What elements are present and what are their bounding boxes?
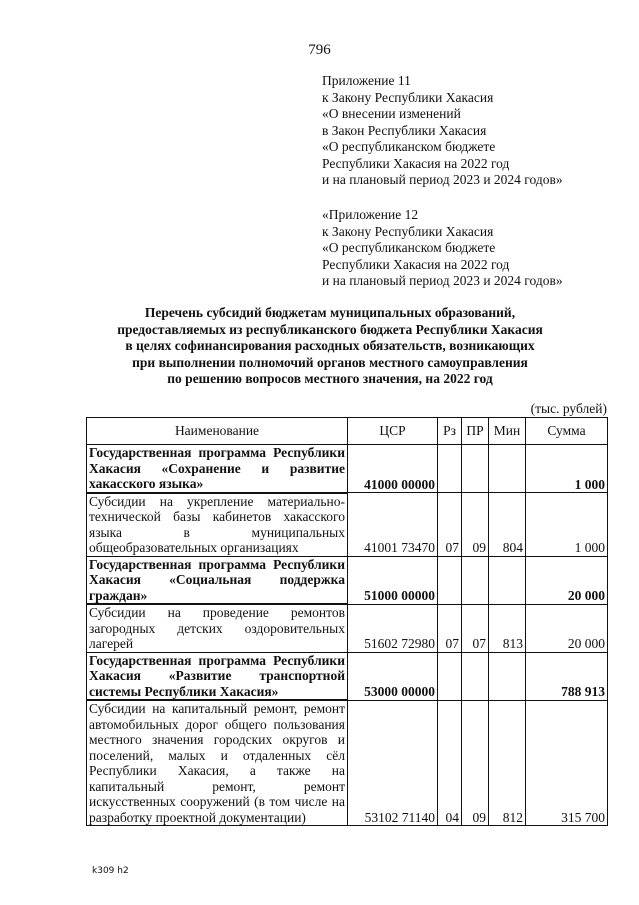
subsidy-row <box>87 700 608 826</box>
cell-sum: 788 913 <box>526 652 608 700</box>
title-line: по решению вопросов местного значения, на 2022 год <box>167 371 493 386</box>
cell-pr: 09 <box>462 700 489 826</box>
cell-name: Государственная программа Республики Хакасия «Сохранение и развитие хакасского языка» <box>87 445 348 493</box>
units-label: (тыс. рублей) <box>530 401 607 416</box>
appendix-line: «О республиканском бюджете <box>322 139 496 154</box>
cell-csr: 51000 00000 <box>348 556 438 604</box>
program-row <box>87 556 608 604</box>
cell-rz <box>438 652 462 700</box>
subsidy-row <box>87 604 608 652</box>
cell-sum: 1 000 <box>526 493 608 557</box>
cell-csr: 41001 73470 <box>348 493 438 557</box>
cell-rz: 07 <box>438 604 462 652</box>
title-line: предоставляемых из республиканского бюджета Республики Хакасия <box>117 321 543 337</box>
cell-sum: 20 000 <box>526 604 608 652</box>
cell-min: 804 <box>489 493 526 557</box>
cell-rz: 07 <box>438 493 462 557</box>
cell-name: Субсидии на проведение ремонтов загородных детских оздоровительных лагерей <box>87 604 348 652</box>
header-min: Мин <box>489 418 526 445</box>
header-pr: ПР <box>462 418 489 445</box>
title-line: в целях софинансирования расходных обязательств, возникающих <box>125 338 535 353</box>
footer-code: k309 h2 <box>92 866 129 876</box>
appendix-line: Республики Хакасия на 2022 год <box>322 256 510 272</box>
cell-pr <box>462 445 489 493</box>
appendix-line: «Приложение 12 <box>322 207 419 222</box>
header-rz: Рз <box>438 418 462 445</box>
program-row <box>87 445 608 493</box>
cell-pr <box>462 652 489 700</box>
header-csr: ЦСР <box>348 418 438 445</box>
cell-min <box>489 556 526 604</box>
subsidy-row <box>87 493 608 557</box>
title-line: Перечень субсидий бюджетам муниципальных образований, <box>144 305 516 320</box>
table-header-row <box>87 418 608 445</box>
cell-name: Субсидии на капитальный ремонт, ремонт автомобильных дорог общего пользования местного значения городских округов и поселений, малых и отдаленных сёл Республики Хакасия, а также на капитальный ремонт, ремонт искусственных сооружений (в том числе на разработку проектной документации) <box>87 700 348 826</box>
cell-min <box>489 445 526 493</box>
cell-rz <box>438 445 462 493</box>
cell-pr: 09 <box>462 493 489 557</box>
appendix-line: «О внесении изменений <box>322 106 461 121</box>
cell-min <box>489 652 526 700</box>
appendix-11-heading <box>322 73 563 189</box>
cell-name: Государственная программа Республики Хакасия «Социальная поддержка граждан» <box>87 556 348 604</box>
page-number: 796 <box>308 42 331 58</box>
appendix-line: и на плановый период 2023 и 2024 годов» <box>322 172 563 187</box>
cell-name: Субсидии на укрепление материально-технической базы кабинетов хакасского языка в муниципальных общеобразовательных организациях <box>87 493 348 557</box>
subsidies-table <box>86 417 608 826</box>
appendix-line: к Закону Республики Хакасия <box>322 89 494 105</box>
cell-sum: 1 000 <box>526 445 608 493</box>
program-row <box>87 652 608 700</box>
appendix-line: и на плановый период 2023 и 2024 годов» <box>322 273 563 288</box>
header-name: Наименование <box>87 418 348 445</box>
appendix-line: к Закону Республики Хакасия <box>322 223 494 239</box>
title-line: при выполнении полномочий органов местного самоуправления <box>132 354 528 370</box>
cell-rz: 04 <box>438 700 462 826</box>
cell-pr: 07 <box>462 604 489 652</box>
cell-csr: 41000 00000 <box>348 445 438 493</box>
appendix-line: Республики Хакасия на 2022 год <box>322 155 510 171</box>
appendix-line: «О республиканском бюджете <box>322 240 496 255</box>
document-title <box>60 305 600 388</box>
cell-name: Государственная программа Республики Хакасия «Развитие транспортной системы Республики Хакасия» <box>87 652 348 700</box>
appendix-12-heading <box>322 207 563 290</box>
cell-sum: 315 700 <box>526 700 608 826</box>
cell-min: 812 <box>489 700 526 826</box>
appendix-line: Приложение 11 <box>322 73 411 88</box>
cell-rz <box>438 556 462 604</box>
cell-min: 813 <box>489 604 526 652</box>
header-sum: Сумма <box>526 418 608 445</box>
cell-csr: 53102 71140 <box>348 700 438 826</box>
appendix-line: в Закон Республики Хакасия <box>322 122 487 138</box>
cell-csr: 53000 00000 <box>348 652 438 700</box>
cell-sum: 20 000 <box>526 556 608 604</box>
cell-csr: 51602 72980 <box>348 604 438 652</box>
cell-pr <box>462 556 489 604</box>
